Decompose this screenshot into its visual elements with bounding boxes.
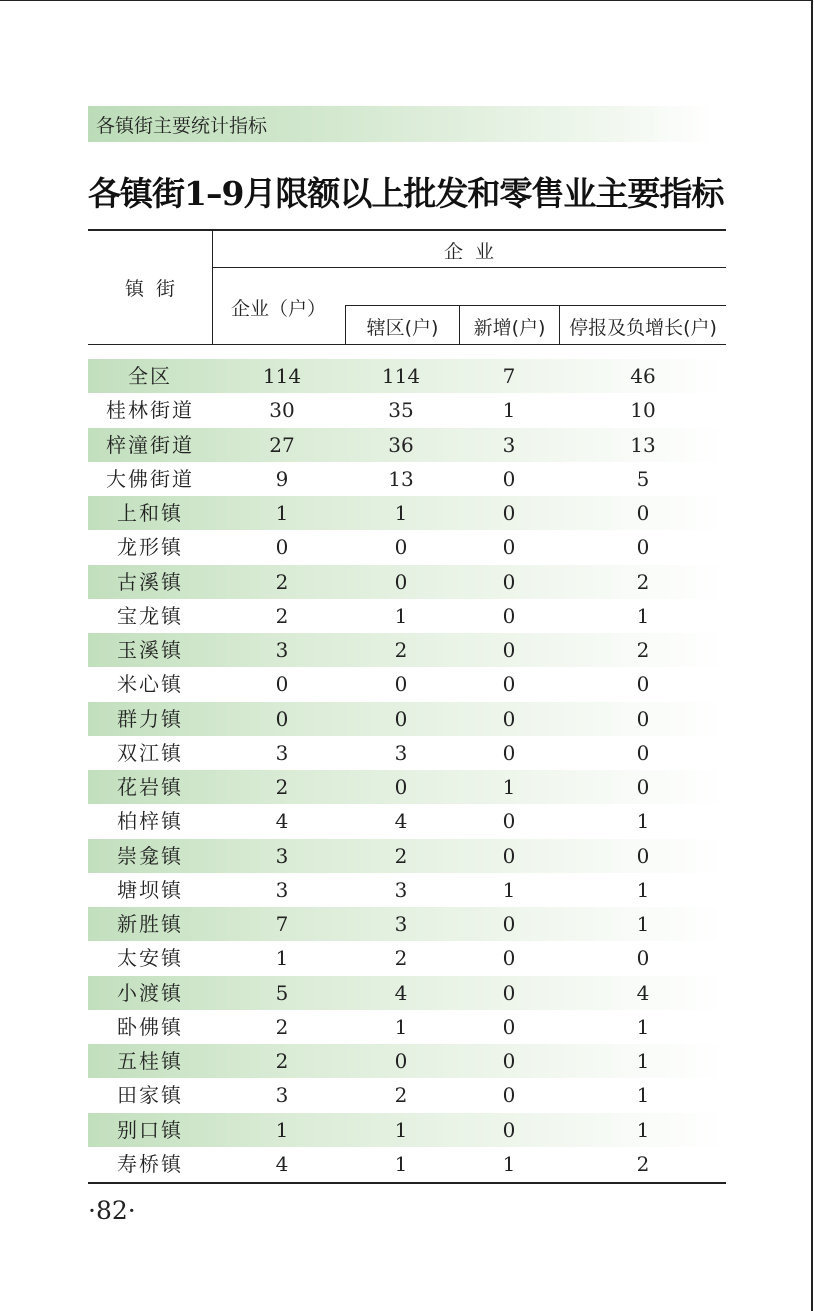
table-row — [88, 702, 726, 736]
cell-enterprise-count: 2 — [275, 569, 289, 594]
table-row — [88, 770, 726, 804]
cell-new: 0 — [502, 706, 516, 731]
cell-enterprise-count: 1 — [275, 501, 289, 525]
cell-jurisdiction: 2 — [394, 946, 408, 971]
cell-enterprise-count: 30 — [269, 398, 295, 423]
row-name: 塘坝镇 — [117, 877, 183, 902]
cell-new: 0 — [502, 672, 516, 697]
cell-stopped-negative: 0 — [636, 535, 650, 560]
row-name: 米心镇 — [117, 672, 183, 697]
cell-new: 0 — [502, 980, 516, 1005]
header-group-enterprise: 企 业 — [443, 241, 495, 263]
header-col-enterprise-count: 企业（户） — [230, 298, 326, 320]
table-row — [88, 633, 726, 667]
table-row — [88, 599, 726, 633]
cell-stopped-negative: 0 — [636, 740, 650, 765]
cell-enterprise-count: 9 — [275, 466, 289, 491]
table-row — [88, 873, 726, 907]
row-name: 玉溪镇 — [117, 638, 183, 662]
cell-enterprise-count: 3 — [275, 877, 289, 902]
row-name: 梓潼街道 — [106, 432, 194, 457]
table-row — [88, 1113, 726, 1147]
row-name: 宝龙镇 — [117, 603, 183, 628]
cell-jurisdiction: 3 — [394, 912, 408, 936]
table-row — [88, 941, 726, 975]
cell-new: 1 — [502, 775, 516, 799]
cell-enterprise-count: 0 — [275, 672, 289, 697]
cell-enterprise-count: 5 — [275, 980, 289, 1005]
cell-new: 0 — [502, 1083, 516, 1108]
subgroup-underline-rule — [345, 305, 726, 306]
cell-jurisdiction: 1 — [394, 1151, 408, 1176]
cell-jurisdiction: 114 — [381, 364, 421, 388]
cell-stopped-negative: 1 — [636, 1117, 650, 1142]
row-name: 田家镇 — [117, 1083, 183, 1108]
cell-enterprise-count: 1 — [275, 1117, 289, 1142]
table-top-rule — [88, 229, 726, 231]
cell-new: 3 — [502, 432, 516, 457]
cell-jurisdiction: 13 — [388, 466, 414, 491]
row-name: 柏梓镇 — [117, 809, 183, 834]
cell-stopped-negative: 1 — [636, 912, 650, 936]
cell-enterprise-count: 3 — [275, 638, 289, 662]
cell-enterprise-count: 2 — [275, 1049, 289, 1073]
row-name: 崇龛镇 — [117, 843, 183, 868]
table-bottom-rule — [88, 1182, 726, 1184]
cell-jurisdiction: 0 — [394, 775, 408, 799]
header-col-new: 新增(户) — [473, 317, 546, 339]
cell-stopped-negative: 1 — [636, 809, 650, 834]
table-row — [88, 1078, 726, 1112]
cell-new: 0 — [502, 1117, 516, 1142]
cell-new: 1 — [502, 1151, 516, 1176]
cell-new: 0 — [502, 638, 516, 662]
cell-stopped-negative: 0 — [636, 946, 650, 971]
cell-jurisdiction: 2 — [394, 638, 408, 662]
cell-enterprise-count: 4 — [275, 809, 289, 834]
row-name: 太安镇 — [117, 946, 183, 971]
table-row — [88, 804, 726, 838]
cell-enterprise-count: 3 — [275, 843, 289, 868]
row-name: 桂林街道 — [106, 398, 194, 423]
table-row — [88, 1010, 726, 1044]
group-underline-rule — [212, 267, 726, 268]
table-row — [88, 1147, 726, 1181]
cell-jurisdiction: 1 — [394, 603, 408, 628]
header-col-jurisdiction: 辖区(户) — [366, 317, 439, 339]
cell-jurisdiction: 1 — [394, 501, 408, 525]
row-name: 群力镇 — [117, 706, 183, 731]
table-row — [88, 667, 726, 701]
cell-enterprise-count: 0 — [275, 706, 289, 731]
cell-stopped-negative: 0 — [636, 672, 650, 697]
cell-new: 0 — [502, 1049, 516, 1073]
cell-enterprise-count: 3 — [275, 1083, 289, 1108]
cell-stopped-negative: 0 — [636, 775, 650, 799]
cell-jurisdiction: 2 — [394, 1083, 408, 1108]
cell-new: 0 — [502, 603, 516, 628]
page-frame-top — [0, 0, 812, 1]
cell-stopped-negative: 10 — [630, 398, 656, 423]
row-name: 别口镇 — [117, 1117, 183, 1142]
table-row — [88, 530, 726, 564]
cell-jurisdiction: 0 — [394, 672, 408, 697]
cell-stopped-negative: 0 — [636, 706, 650, 731]
cell-enterprise-count: 2 — [275, 775, 289, 799]
row-name: 龙形镇 — [117, 535, 183, 560]
row-name: 花岩镇 — [117, 775, 183, 799]
table-row — [88, 359, 726, 393]
cell-jurisdiction: 4 — [394, 809, 408, 834]
row-name: 卧佛镇 — [117, 1014, 183, 1039]
cell-stopped-negative: 5 — [636, 466, 650, 491]
header-col-stopped-negative: 停报及负增长(户) — [569, 317, 717, 339]
cell-jurisdiction: 1 — [394, 1014, 408, 1039]
cell-new: 0 — [502, 501, 516, 525]
cell-new: 0 — [502, 843, 516, 868]
cell-jurisdiction: 35 — [388, 398, 414, 423]
cell-stopped-negative: 2 — [636, 638, 650, 662]
table-row — [88, 428, 726, 462]
cell-jurisdiction: 36 — [388, 432, 414, 457]
cell-jurisdiction: 3 — [394, 740, 408, 765]
cell-stopped-negative: 0 — [636, 843, 650, 868]
cell-jurisdiction: 2 — [394, 843, 408, 868]
cell-enterprise-count: 3 — [275, 740, 289, 765]
cell-stopped-negative: 2 — [636, 1151, 650, 1176]
table-row — [88, 907, 726, 941]
table-row — [88, 1044, 726, 1078]
table-title: 各镇街1–9月限额以上批发和零售业主要指标 — [88, 174, 724, 213]
row-name: 全区 — [128, 364, 172, 388]
cell-enterprise-count: 114 — [262, 364, 302, 388]
header-bottom-rule — [88, 344, 726, 345]
table-row — [88, 496, 726, 530]
cell-jurisdiction: 0 — [394, 569, 408, 594]
cell-enterprise-count: 4 — [275, 1151, 289, 1176]
cell-jurisdiction: 0 — [394, 706, 408, 731]
header-region: 镇 街 — [124, 278, 176, 300]
row-name: 小渡镇 — [117, 980, 183, 1005]
cell-new: 0 — [502, 1014, 516, 1039]
cell-new: 0 — [502, 535, 516, 560]
cell-new: 0 — [502, 946, 516, 971]
cell-stopped-negative: 2 — [636, 569, 650, 594]
cell-jurisdiction: 0 — [394, 1049, 408, 1073]
cell-stopped-negative: 0 — [636, 501, 650, 525]
cell-new: 0 — [502, 809, 516, 834]
cell-new: 0 — [502, 569, 516, 594]
cell-new: 0 — [502, 740, 516, 765]
table-row — [88, 565, 726, 599]
row-name: 双江镇 — [117, 740, 183, 765]
cell-new: 0 — [502, 912, 516, 936]
page-frame-right — [811, 0, 813, 1311]
cell-stopped-negative: 4 — [636, 980, 650, 1005]
cell-enterprise-count: 7 — [275, 912, 289, 936]
cell-jurisdiction: 0 — [394, 535, 408, 560]
section-label: 各镇街主要统计指标 — [96, 114, 268, 137]
table-row — [88, 393, 726, 427]
table-row — [88, 976, 726, 1010]
section-header-band — [88, 106, 714, 142]
table-row — [88, 839, 726, 873]
row-name: 大佛街道 — [106, 466, 194, 491]
cell-jurisdiction: 3 — [394, 877, 408, 902]
row-name: 五桂镇 — [117, 1049, 183, 1073]
cell-enterprise-count: 27 — [269, 432, 295, 457]
row-name: 寿桥镇 — [117, 1151, 183, 1176]
page-number: ·82· — [88, 1196, 136, 1225]
cell-enterprise-count: 1 — [275, 946, 289, 971]
row-name: 古溪镇 — [117, 569, 183, 594]
cell-new: 0 — [502, 466, 516, 491]
cell-stopped-negative: 1 — [636, 1083, 650, 1108]
cell-new: 1 — [502, 398, 516, 423]
row-name: 上和镇 — [117, 501, 183, 525]
cell-stopped-negative: 1 — [636, 877, 650, 902]
cell-stopped-negative: 46 — [630, 364, 656, 388]
cell-stopped-negative: 13 — [630, 432, 656, 457]
table-row — [88, 736, 726, 770]
cell-enterprise-count: 2 — [275, 603, 289, 628]
cell-new: 1 — [502, 877, 516, 902]
cell-stopped-negative: 1 — [636, 1049, 650, 1073]
cell-jurisdiction: 4 — [394, 980, 408, 1005]
row-name: 新胜镇 — [117, 912, 183, 936]
cell-enterprise-count: 2 — [275, 1014, 289, 1039]
cell-enterprise-count: 0 — [275, 535, 289, 560]
table-row — [88, 462, 726, 496]
cell-stopped-negative: 1 — [636, 603, 650, 628]
cell-jurisdiction: 1 — [394, 1117, 408, 1142]
cell-stopped-negative: 1 — [636, 1014, 650, 1039]
cell-new: 7 — [502, 364, 516, 388]
